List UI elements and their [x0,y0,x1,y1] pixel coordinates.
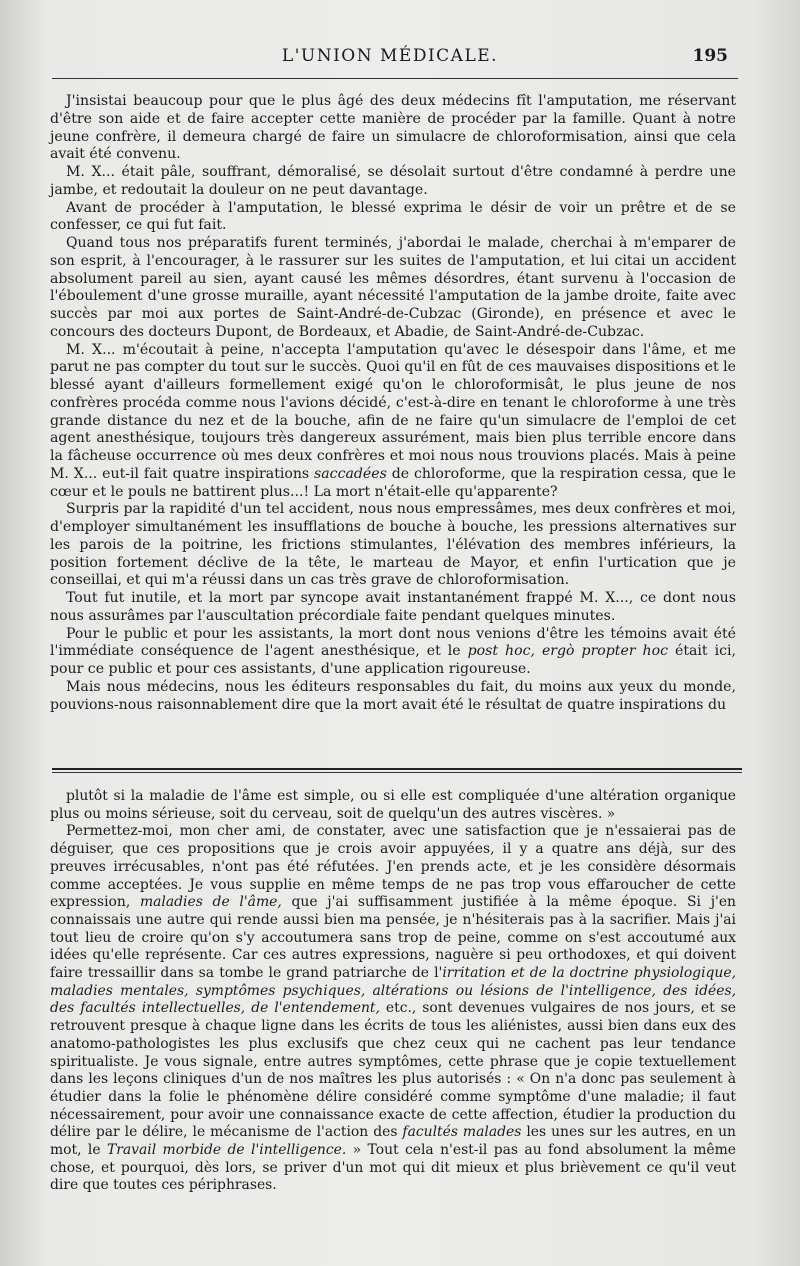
paragraph [50,679,736,715]
italic-text: post hoc, ergò propter hoc [467,643,669,660]
text-run: Permettez-moi, mon cher ami, de constater, avec une satisfaction que je n'essaierai pas de déguiser, que ces propositions que je crois avoir appuyées, il y a quatre ans déjà, sur des preuves irrécusables, n'ont pas été réfutées. J'en prends acte, et je les considère désormais comme acceptées. Je vous supplie en même temps de ne pas trop vous effaroucher de cette expression, [50,823,736,911]
header-rule [52,78,738,79]
text-run: Pour le public et pour les assistants, la mort dont nous venions d'être les témoins avait été l'immédiate conséquence de l'agent anesthésique, et le [50,625,736,660]
text-run: Surpris par la rapidité d'un tel accident, nous nous empressâmes, mes deux confrères et moi, d'employer simultanément les insufflations de bouche à bouche, les pressions alternatives sur les parois de la poitrine, les frictions stimulantes, l'élévation des membres inférieurs, la position fortement déclive de la tête, le marteau de Mayor, et enfin l'urtication que je conseillai, et qui m'a réussi dans un cas très grave de chloroformisation. [50,501,736,589]
text-run: Avant de procéder à l'amputation, le blessé exprima le désir de voir un prêtre et de se confesser, ce qui fut fait. [50,199,736,234]
italic-text: facultés malades [402,1124,522,1141]
footnote-separator [52,768,742,773]
paragraph [50,235,736,342]
italic-text: Travail morbide de l'intelligence. [106,1142,347,1159]
paragraph [50,626,736,679]
text-run: Quand tous nos préparatifs furent terminés, j'abordai le malade, cherchai à m'emparer de son esprit, à l'encourager, à le rassurer sur les suites de l'amputation, et lui citai un accident absolument pareil au sien, ayant causé les mêmes désordres, étant survenu à l'occasion de l'éboulement d'une grosse muraille, ayant nécessité l'amputation de la jambe droite, faite avec succès par moi aux portes de Saint-André-de-Cubzac (Gironde), en présence et avec le concours des docteurs Dupont, de Bordeaux, et Abadie, de Saint-André-de-Cubzac. [50,235,736,340]
text-run: Tout fut inutile, et la mort par syncope avait instantanément frappé M. X..., ce dont nous nous assurâmes par l'auscultation précordiale faite pendant quelques minutes. [50,590,736,624]
paragraph [50,164,736,200]
running-head [50,46,730,72]
text-run: M. X... m'écoutait à peine, n'accepta l'amputation qu'avec le désespoir dans l'âme, et me parut ne pas compter du tout sur le succès. Quoi qu'il en fût de ces mauvaises dispositions et le blessé ayant d'ailleurs formellement exigé qu'on le chloroformisât, le plus jeune de nos confrères procéda comme nous l'avions décidé, c'est-à-dire en tenant le chloroforme à une très grande distance du nez et de la bouche, afin de ne faire qu'un simulacre de l'emploi de cet agent anesthésique, toujours très dangereux assurément, mais bien plus terrible encore dans la fâcheuse occurrence où mes deux confrères et moi nous nous trouvions placés. Mais à peine M. X... eut-il fait quatre inspirations [50,341,736,482]
page-number: 195 [692,46,728,66]
text-run: J'insistai beaucoup pour que le plus âgé des deux médecins fît l'amputation, me réservant d'être son aide et de faire accepter cette manière de procéder par la famille. Quant à notre jeune confrère, il demeura chargé de faire un simulacre de chloroformisation, ainsi que cela avait été convenu. [50,93,736,163]
paragraph [50,590,736,626]
paragraph [50,93,736,164]
paragraph [50,200,736,236]
paragraph [50,788,736,823]
journal-title: L'UNION MÉDICALE. [281,46,499,66]
text-run: Mais nous médecins, nous les éditeurs responsables du fait, du moins aux yeux du monde, pouvions-nous raisonnablement dire que la mort avait été le résultat de quatre inspirations du [50,678,736,713]
text-run: que j'ai suffisamment justifiée à la même époque. Si j'en connaissais une autre qui rende aussi bien ma pensée, je n'hésiterais pas à la sacrifier. Mais j'ai tout lieu de croire qu'on s'y accoutumera sans trop de peine, comme on s'est accoutumé aux idées qu'elle représente. Car ces autres expressions, naguère si peu orthodoxes, et qui doivent faire tressaillir dans sa tombe le grand patriarche de l' [50,894,736,982]
paragraph [50,501,736,590]
text-run: les unes sur les autres, en un mot, le [50,1124,736,1159]
italic-text: irritation et de la doctrine physiologique, maladies mentales, symptômes psychiques, altérations ou lésions de l'intelligence, des idées, des facultés intellectuelles, de l'entendement, [50,965,736,1017]
main-article-text [50,93,736,714]
text-run: etc., sont devenues vulgaires de nos jours, et se retrouvent presque à chaque ligne dans les écrits de tous les aliénistes, aussi bien dans eux des anatomo-pathologistes les plus exclusifs que chez ceux qui ne cachent pas leur tendance spiritualiste. Je vous signale, entre autres symptômes, cette phrase que je copie textuellement dans les leçons cliniques d'un de nos maîtres les plus autorisés : « On n'a donc pas seulement à étudier dans la folie le phénomène délire considéré comme symptôme d'une maladie; il faut nécessairement, pour avoir une connaissance exacte de cette affection, étudier la production du délire par le délire, le mécanisme de l'action des [50,1000,736,1141]
footnote-text [50,788,736,1195]
italic-text: saccadées [314,465,387,482]
paragraph [50,823,736,1195]
text-run: de chloroforme, que la respiration cessa, que le cœur et le pouls ne battirent plus...! La mort n'était-elle qu'apparente? [50,465,736,500]
text-run: était ici, pour ce public et pour ces assistants, d'une application rigoureuse. [50,643,736,677]
text-run: M. X... était pâle, souffrant, démoralisé, se désolait surtout d'être condamné à perdre une jambe, et redoutait la douleur on ne peut davantage. [50,164,736,198]
text-run: » Tout cela n'est-il pas au fond absolument la même chose, et pourquoi, dès lors, se priver d'un mot qui dit mieux et plus brièvement ce qu'il veut dire que toutes ces périphrases. [50,1142,736,1194]
italic-text: maladies de l'âme, [139,894,282,911]
paragraph [50,342,736,502]
text-run: plutôt si la maladie de l'âme est simple, ou si elle est compliquée d'une altération organique plus ou moins sérieuse, soit du cerveau, soit de quelqu'un des autres viscères. » [50,788,736,822]
